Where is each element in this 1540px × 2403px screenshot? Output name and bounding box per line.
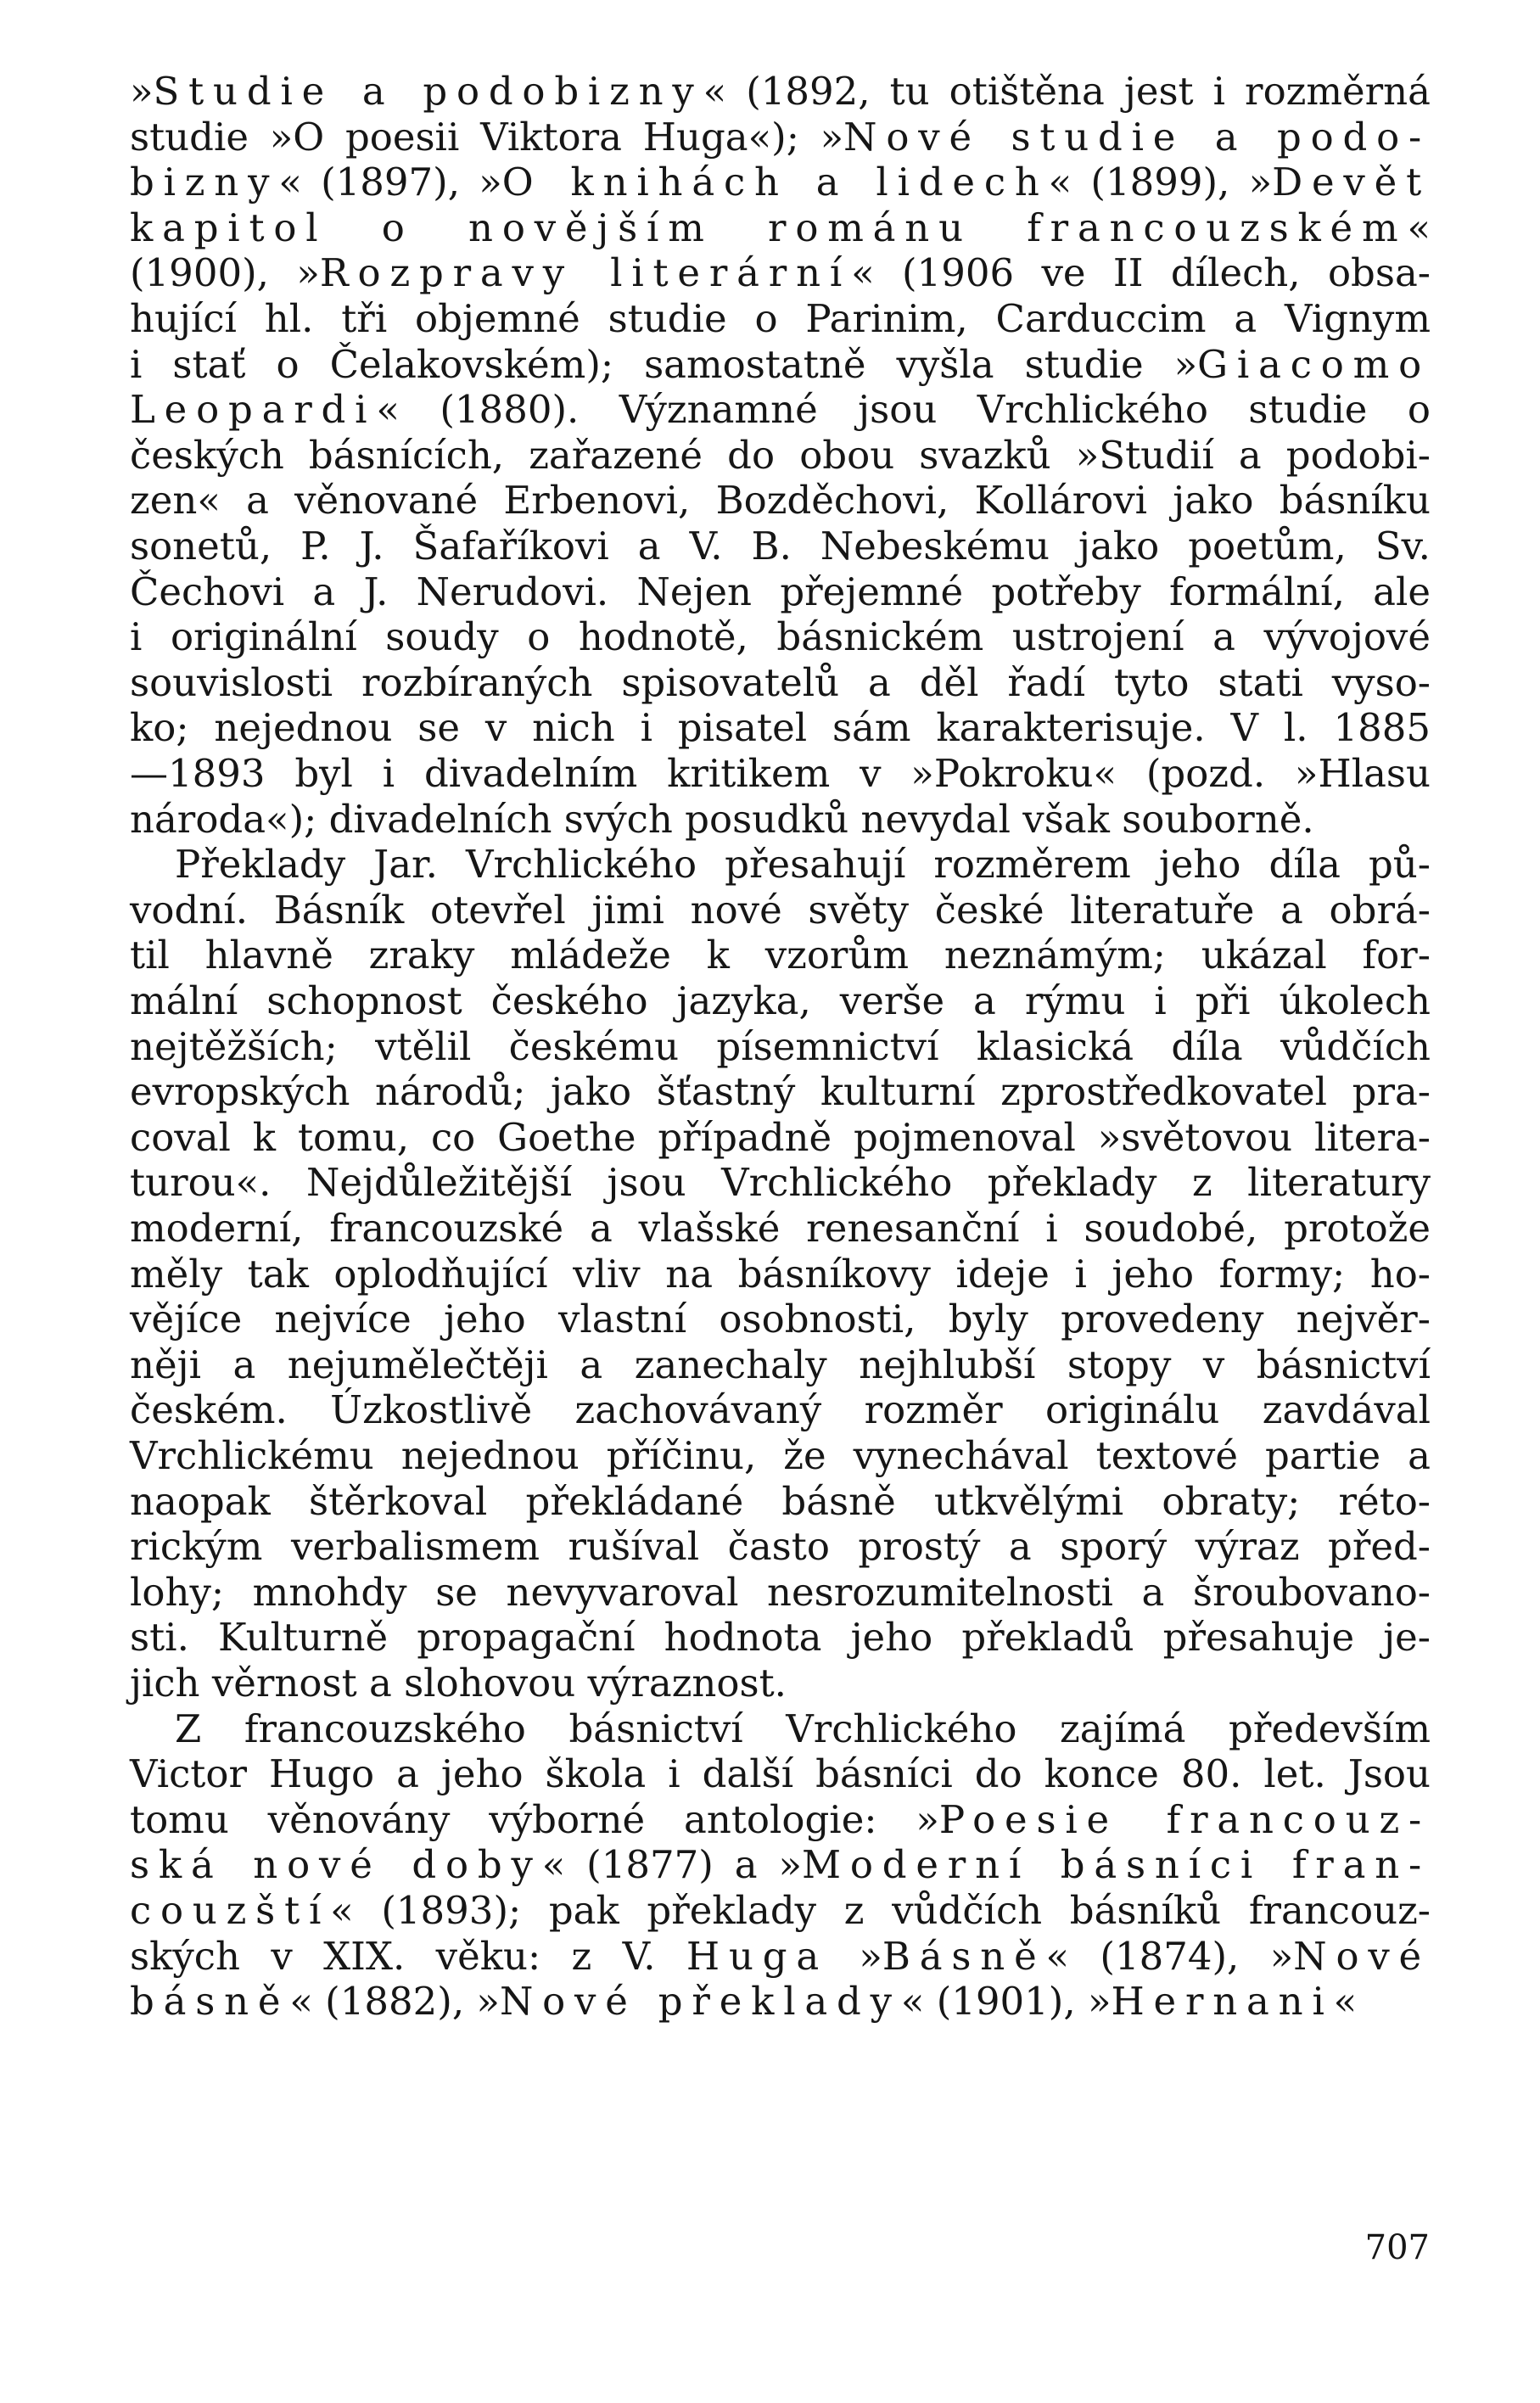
text-segment: hující hl. tři objemné studie o Parinim, Carduccim a Vignym	[130, 296, 1431, 341]
spaced-title-segment: ská nové doby	[130, 1842, 542, 1888]
text-line	[130, 885, 1431, 936]
text-line	[130, 1340, 1431, 1391]
text-line	[130, 1022, 1431, 1073]
text-segment: měly tak oplodňující vliv na básníkovy ideje i jeho formy; ho-	[130, 1251, 1431, 1297]
spaced-title-segment: Leopardi	[130, 387, 377, 433]
text-line	[130, 248, 1431, 299]
text-segment: lohy; mnohdy se nevyvaroval nesrozumitelnosti a šroubovano-	[130, 1569, 1431, 1615]
spaced-title-segment: kapitol o novějším románu francouzském	[130, 204, 1408, 250]
text-segment: evropských národů; jako šťastný kulturní zprostředkovatel pra-	[130, 1069, 1431, 1115]
text-segment: (1900), »	[130, 250, 320, 296]
spaced-title-segment: Moderní básníci fran-	[801, 1842, 1431, 1888]
text-line	[175, 839, 1431, 890]
text-segment: « (1893); pak překlady z vůdčích básníků francouz-	[330, 1888, 1431, 1933]
text-segment: zen« a věnované Erbenovi, Bozděchovi, Kollárovi jako básníku	[130, 478, 1431, 524]
text-segment: Čechovi a J. Nerudovi. Nejen přejemné potřeby formální, ale	[130, 569, 1431, 614]
text-line	[130, 658, 1431, 709]
text-line	[130, 1612, 1431, 1663]
spaced-title-segment: Studie a podobizny	[153, 69, 703, 114]
text-segment: « (1882), »	[289, 1979, 500, 2025]
text-segment: turou«. Nejdůležitější jsou Vrchlického překlady z literatury	[130, 1160, 1431, 1206]
spaced-title-segment: Poesie francouz-	[938, 1796, 1431, 1842]
text-segment: « (1899), »	[1048, 160, 1273, 205]
text-line	[130, 1749, 1431, 1800]
spaced-title-segment: couzští	[130, 1888, 331, 1933]
text-segment: českém. Úzkostlivě zachovávaný rozměr originálu zavdával	[130, 1387, 1431, 1433]
text-line	[130, 1067, 1431, 1117]
text-line	[130, 1294, 1431, 1345]
text-segment: Victor Hugo a jeho škola i další básníci do konce 80. let. Jsou	[130, 1751, 1431, 1797]
text-segment: něji a nejumělečtěji a zanechaly nejhlubší stopy v básnictví	[130, 1342, 1431, 1387]
text-line	[130, 1476, 1431, 1527]
text-line	[130, 521, 1431, 572]
text-line	[130, 157, 1431, 208]
text-line	[130, 1203, 1431, 1254]
text-segment: vodní. Básník otevřel jimi nové světy české literatuře a obrá-	[130, 887, 1431, 933]
text-segment: «	[1407, 204, 1431, 250]
text-segment: « (1892, tu otištěna jest i rozměrná	[703, 69, 1431, 114]
spaced-title-segment: Huga	[686, 1933, 828, 1979]
text-segment: studie »O poesii Viktora Huga«); »	[130, 114, 844, 160]
text-line	[130, 930, 1431, 981]
page-number: 707	[1364, 2228, 1430, 2267]
text-line	[130, 66, 1431, 117]
text-segment: souvislosti rozbíraných spisovatelů a děl řadí tyto stati vyso-	[130, 659, 1431, 705]
text-line	[130, 1249, 1431, 1300]
text-line	[130, 1885, 1431, 1936]
text-segment: i stať o Čelakovském); samostatně vyšla studie »	[130, 341, 1198, 387]
text-line	[130, 1385, 1431, 1436]
text-segment: —1893 byl i divadelním kritikem v »Pokroku« (pozd. »Hlasu	[130, 751, 1431, 796]
text-line	[130, 1795, 1431, 1846]
text-segment: národa«); divadelních svých posudků nevydal však souborně.	[130, 796, 1314, 842]
text-segment: ských v XIX. věku: z V.	[130, 1933, 686, 1979]
text-segment: vějíce nejvíce jeho vlastní osobnosti, byly provedeny nejvěr-	[130, 1297, 1431, 1342]
spaced-title-segment: Nové překlady	[499, 1979, 901, 2025]
text-line	[130, 384, 1431, 435]
text-segment: sti. Kulturně propagační hodnota jeho překladů přesahuje je-	[130, 1615, 1431, 1661]
text-segment: « (1877) a »	[541, 1842, 802, 1888]
spaced-title-segment: Nové studie a podo-	[843, 114, 1431, 160]
text-line	[130, 1567, 1431, 1618]
spaced-title-segment: Básně	[882, 1933, 1046, 1979]
text-line	[130, 976, 1431, 1027]
text-segment: « (1880). Významné jsou Vrchlického studie o	[376, 387, 1431, 433]
text-line	[130, 794, 1431, 845]
text-line	[130, 294, 1431, 344]
text-segment: « (1906 ve II dílech, obsa-	[851, 250, 1431, 296]
text-segment: »	[130, 69, 154, 114]
spaced-title-segment: bizny	[130, 160, 279, 205]
text-segment: nejtěžších; vtělil českému písemnictví klasická díla vůdčích	[130, 1023, 1431, 1069]
text-segment: Vrchlickému nejednou příčinu, že vynechával textové partie a	[130, 1433, 1431, 1478]
text-segment: « (1897), »	[278, 160, 502, 205]
text-line	[130, 612, 1431, 663]
text-line	[130, 1112, 1431, 1163]
spaced-title-segment: Rozpravy literární	[319, 250, 852, 296]
text-line	[130, 112, 1431, 163]
text-line	[175, 1704, 1431, 1755]
text-line	[130, 1521, 1431, 1572]
text-segment: tomu věnovány výborné antologie: »	[130, 1796, 939, 1842]
text-segment: «	[1333, 1979, 1358, 2025]
text-line	[130, 1431, 1431, 1482]
text-segment: naopak štěrkoval překládané básně utkvělými obraty; réto-	[130, 1478, 1431, 1524]
text-segment: jich věrnost a slohovou výraznost.	[130, 1661, 787, 1706]
text-segment: Překlady Jar. Vrchlického přesahují rozměrem jeho díla pů-	[175, 842, 1431, 888]
text-segment: coval k tomu, co Goethe případně pojmenoval »světovou litera-	[130, 1114, 1431, 1160]
text-line	[130, 748, 1431, 799]
spaced-title-segment: Devět	[1272, 160, 1431, 205]
text-line	[130, 1931, 1431, 1982]
text-line	[130, 1840, 1431, 1890]
text-segment: sonetů, P. J. Šafaříkovi a V. B. Nebeskému jako poetům, Sv.	[130, 524, 1431, 569]
text-segment: »	[827, 1933, 882, 1979]
text-line	[130, 339, 1431, 390]
spaced-title-segment: Giacomo	[1197, 341, 1431, 387]
text-segment: rickým verbalismem rušíval často prostý a sporý výraz před-	[130, 1524, 1431, 1570]
text-segment: Z francouzského básnictví Vrchlického zajímá především	[175, 1706, 1431, 1751]
text-segment: ko; nejednou se v nich i pisatel sám karakterisuje. V l. 1885	[130, 705, 1431, 751]
text-segment: moderní, francouzské a vlašské renesanční i soudobé, protože	[130, 1206, 1431, 1251]
spaced-title-segment: O knihách a lidech	[501, 160, 1049, 205]
text-line	[130, 567, 1431, 618]
text-segment: til hlavně zraky mládeže k vzorům neznámým; ukázal for-	[130, 933, 1431, 978]
text-segment: « (1874), »	[1045, 1933, 1294, 1979]
text-segment: českých básnících, zařazené do obou svazků »Studií a podobi-	[130, 432, 1431, 478]
spaced-title-segment: Nové	[1293, 1933, 1431, 1979]
text-line	[130, 1157, 1431, 1208]
text-line	[130, 1658, 1431, 1709]
text-line	[130, 1976, 1431, 2027]
text-line	[130, 475, 1431, 526]
text-line	[130, 430, 1431, 481]
text-segment: mální schopnost českého jazyka, verše a rýmu i při úkolech	[130, 978, 1431, 1023]
text-line	[130, 203, 1431, 254]
text-line	[130, 703, 1431, 753]
text-segment: i originální soudy o hodnotě, básnickém ustrojení a vývojové	[130, 614, 1431, 660]
spaced-title-segment: básně	[130, 1979, 290, 2025]
text-segment: « (1901), »	[900, 1979, 1112, 2025]
spaced-title-segment: Hernani	[1111, 1979, 1334, 2025]
